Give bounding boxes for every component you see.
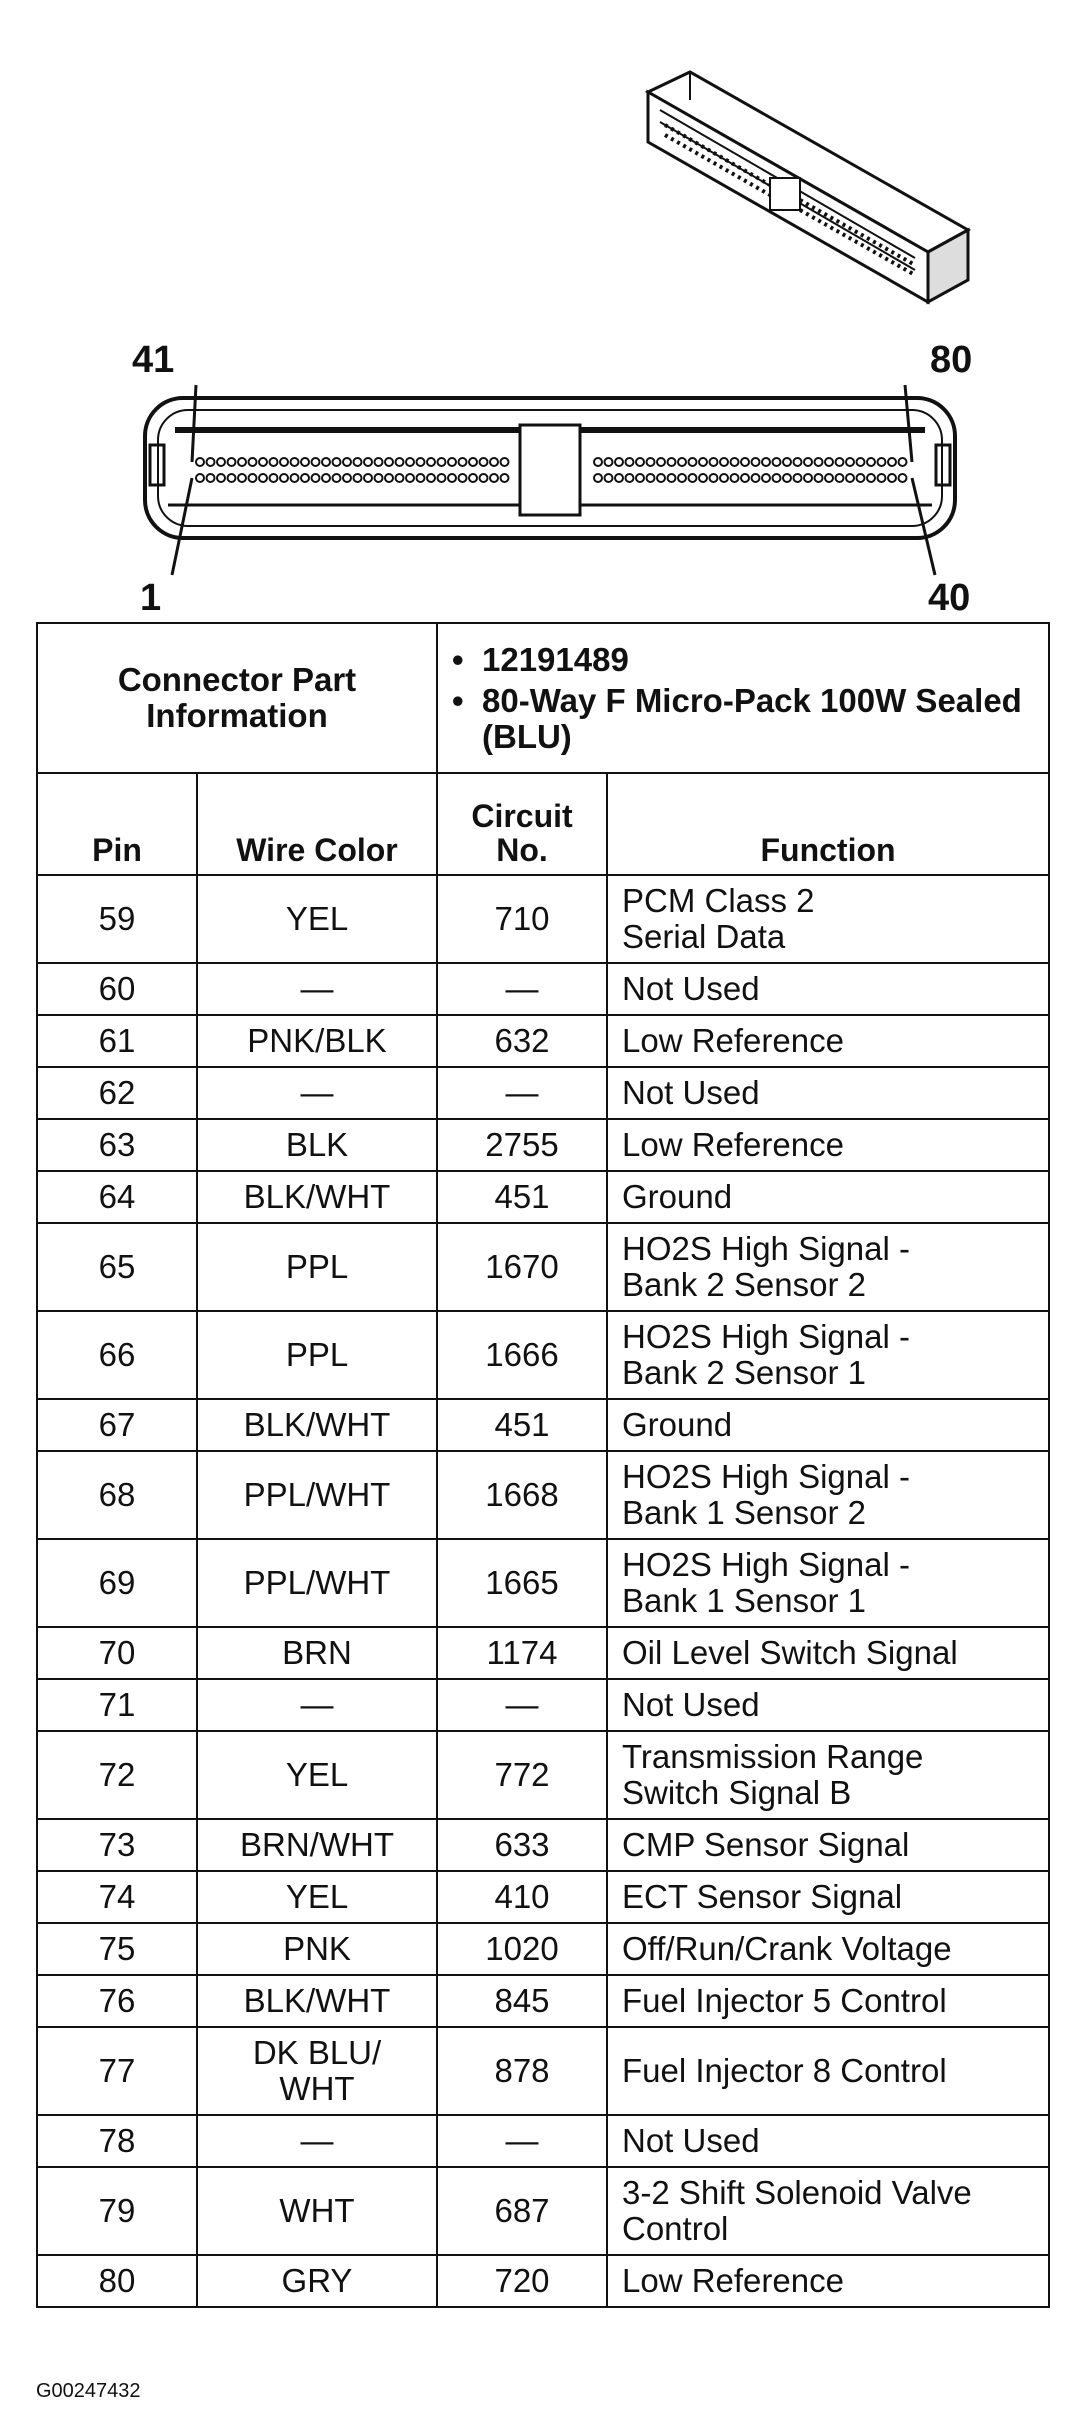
circuit-cell: — — [437, 1067, 607, 1119]
connector-pin — [354, 474, 362, 482]
connector-pin — [804, 458, 812, 466]
connector-pin — [501, 458, 509, 466]
pin-cell: 66 — [37, 1311, 197, 1399]
connector-pin — [773, 474, 781, 482]
table-row — [37, 2255, 1049, 2307]
circuit-cell: 1666 — [437, 1311, 607, 1399]
function-cell: Not Used — [607, 2115, 1049, 2167]
pin-cell: 77 — [37, 2027, 197, 2115]
connector-pin — [490, 458, 498, 466]
connector-pin — [899, 458, 907, 466]
connector-pin — [615, 458, 623, 466]
pin-cell: 59 — [37, 875, 197, 963]
connector-pin — [857, 474, 865, 482]
pin-label-1: 1 — [140, 577, 162, 619]
connector-pin — [815, 474, 823, 482]
connector-pin — [752, 474, 760, 482]
connector-pin — [846, 458, 854, 466]
connector-pin — [238, 458, 246, 466]
table-row — [37, 2115, 1049, 2167]
connector-pin — [270, 458, 278, 466]
connector-pin — [217, 458, 225, 466]
function-cell: Oil Level Switch Signal — [607, 1627, 1049, 1679]
wire-color-cell: PNK/BLK — [197, 1015, 437, 1067]
connector-pin — [888, 474, 896, 482]
header-wire-color: Wire Color — [197, 773, 437, 875]
connector-pin — [878, 474, 886, 482]
circuit-cell: 772 — [437, 1731, 607, 1819]
connector-pin — [448, 458, 456, 466]
connector-pin — [490, 474, 498, 482]
function-cell: Fuel Injector 8 Control — [607, 2027, 1049, 2115]
connector-pin — [343, 474, 351, 482]
connector-pin — [867, 474, 875, 482]
table-row — [37, 1311, 1049, 1399]
connector-pin — [605, 458, 613, 466]
pin-cell: 79 — [37, 2167, 197, 2255]
connector-pin — [741, 474, 749, 482]
wire-color-cell: BLK — [197, 1119, 437, 1171]
connector-pin — [888, 458, 896, 466]
connector-pin — [217, 474, 225, 482]
connector-pin — [469, 458, 477, 466]
table-row — [37, 1119, 1049, 1171]
connector-pin — [857, 458, 865, 466]
connector-pin — [417, 474, 425, 482]
function-cell: HO2S High Signal - Bank 1 Sensor 1 — [607, 1539, 1049, 1627]
pin-cell: 63 — [37, 1119, 197, 1171]
circuit-cell: — — [437, 963, 607, 1015]
connector-pin — [459, 458, 467, 466]
circuit-cell: — — [437, 2115, 607, 2167]
table-row — [37, 1819, 1049, 1871]
connector-pin — [678, 458, 686, 466]
connector-pin — [207, 474, 215, 482]
connector-pin — [322, 474, 330, 482]
connector-pin — [773, 458, 781, 466]
table-row — [37, 875, 1049, 963]
pin-cell: 72 — [37, 1731, 197, 1819]
connector-pin — [228, 474, 236, 482]
connector-pin — [343, 458, 351, 466]
table-row — [37, 1627, 1049, 1679]
connector-pin — [636, 474, 644, 482]
connector-pin — [878, 458, 886, 466]
connector-pin — [794, 458, 802, 466]
connector-pin — [689, 458, 697, 466]
connector-pin — [448, 474, 456, 482]
circuit-cell: 1670 — [437, 1223, 607, 1311]
function-cell: HO2S High Signal - Bank 2 Sensor 1 — [607, 1311, 1049, 1399]
connector-pin — [657, 474, 665, 482]
table-row — [37, 2167, 1049, 2255]
connector-pin — [762, 474, 770, 482]
function-cell: Fuel Injector 5 Control — [607, 1975, 1049, 2027]
header-function: Function — [607, 773, 1049, 875]
connector-pin — [385, 458, 393, 466]
function-cell: 3-2 Shift Solenoid Valve Control — [607, 2167, 1049, 2255]
connector-pin — [846, 474, 854, 482]
connector-pin — [459, 474, 467, 482]
pin-cell: 62 — [37, 1067, 197, 1119]
pin-cell: 64 — [37, 1171, 197, 1223]
connector-pin — [783, 458, 791, 466]
connector-pin — [678, 474, 686, 482]
pin-cell: 69 — [37, 1539, 197, 1627]
connector-pin — [249, 458, 257, 466]
connector-pin — [333, 474, 341, 482]
connector-pin — [720, 458, 728, 466]
connector-description: • 80-Way F Micro-Pack 100W Sealed (BLU) — [452, 682, 1022, 755]
connector-pin — [427, 458, 435, 466]
circuit-cell: 710 — [437, 875, 607, 963]
connector-pin — [710, 458, 718, 466]
connector-pin — [396, 474, 404, 482]
wire-color-cell: BLK/WHT — [197, 1171, 437, 1223]
wire-color-cell: — — [197, 2115, 437, 2167]
pin-cell: 68 — [37, 1451, 197, 1539]
function-cell: Not Used — [607, 1067, 1049, 1119]
connector-pin — [280, 474, 288, 482]
connector-pin — [385, 474, 393, 482]
connector-pin — [752, 458, 760, 466]
table-row — [37, 1171, 1049, 1223]
function-cell: HO2S High Signal - Bank 1 Sensor 2 — [607, 1451, 1049, 1539]
connector-pin — [469, 474, 477, 482]
table-row — [37, 963, 1049, 1015]
wire-color-cell: YEL — [197, 875, 437, 963]
connector-pin — [354, 458, 362, 466]
connector-pin — [710, 474, 718, 482]
table-header-row — [37, 773, 1049, 875]
connector-info-row — [37, 623, 1049, 773]
function-cell: Ground — [607, 1171, 1049, 1223]
circuit-cell: 845 — [437, 1975, 607, 2027]
pin-cell: 75 — [37, 1923, 197, 1975]
pin-cell: 61 — [37, 1015, 197, 1067]
table-row — [37, 2027, 1049, 2115]
pin-cell: 73 — [37, 1819, 197, 1871]
circuit-cell: 1668 — [437, 1451, 607, 1539]
pin-cell: 76 — [37, 1975, 197, 2027]
connector-pin — [668, 458, 676, 466]
table-row — [37, 1539, 1049, 1627]
function-cell: Low Reference — [607, 1015, 1049, 1067]
function-cell: ECT Sensor Signal — [607, 1871, 1049, 1923]
figure-code: G00247432 — [36, 2380, 141, 2402]
table-row — [37, 1975, 1049, 2027]
function-cell: HO2S High Signal - Bank 2 Sensor 2 — [607, 1223, 1049, 1311]
circuit-cell: 633 — [437, 1819, 607, 1871]
connector-pin — [741, 458, 749, 466]
pin-label-80: 80 — [930, 339, 973, 381]
connector-pin — [291, 474, 299, 482]
function-cell: Low Reference — [607, 2255, 1049, 2307]
table-row — [37, 1923, 1049, 1975]
circuit-cell: 1020 — [437, 1923, 607, 1975]
wire-color-cell: BRN/WHT — [197, 1819, 437, 1871]
connector-pin — [196, 474, 204, 482]
connector-pin — [731, 458, 739, 466]
connector-pin — [815, 458, 823, 466]
connector-part-info-list — [437, 623, 1049, 773]
pin-cell: 71 — [37, 1679, 197, 1731]
pin-cell: 67 — [37, 1399, 197, 1451]
connector-pin — [689, 474, 697, 482]
connector-pin — [196, 458, 204, 466]
circuit-cell: 2755 — [437, 1119, 607, 1171]
wire-color-cell: — — [197, 1067, 437, 1119]
header-circuit-no: Circuit No. — [437, 773, 607, 875]
wire-color-cell: WHT — [197, 2167, 437, 2255]
circuit-cell: 720 — [437, 2255, 607, 2307]
connector-pin-table — [36, 622, 1050, 2308]
connector-pin — [375, 458, 383, 466]
connector-drawing — [0, 0, 1080, 620]
connector-pin — [364, 474, 372, 482]
table-row — [37, 1015, 1049, 1067]
connector-pin — [480, 474, 488, 482]
connector-pin — [301, 474, 309, 482]
circuit-cell: 451 — [437, 1171, 607, 1223]
wire-color-cell: BLK/WHT — [197, 1975, 437, 2027]
circuit-cell: 410 — [437, 1871, 607, 1923]
connector-pin — [626, 458, 634, 466]
connector-pin — [899, 474, 907, 482]
connector-pin — [249, 474, 257, 482]
connector-pin — [699, 474, 707, 482]
connector-pin — [406, 458, 414, 466]
connector-pin — [228, 458, 236, 466]
function-cell: PCM Class 2 Serial Data — [607, 875, 1049, 963]
pin-cell: 78 — [37, 2115, 197, 2167]
pin-label-41: 41 — [132, 339, 175, 381]
connector-pin — [825, 458, 833, 466]
connector-face-view — [145, 385, 955, 575]
circuit-cell: 1665 — [437, 1539, 607, 1627]
circuit-cell: 451 — [437, 1399, 607, 1451]
connector-pin — [427, 474, 435, 482]
function-cell: Off/Run/Crank Voltage — [607, 1923, 1049, 1975]
wire-color-cell: PPL/WHT — [197, 1539, 437, 1627]
connector-pin — [594, 458, 602, 466]
wire-color-cell: BLK/WHT — [197, 1399, 437, 1451]
circuit-cell: 632 — [437, 1015, 607, 1067]
wire-color-cell: BRN — [197, 1627, 437, 1679]
wire-color-cell: PNK — [197, 1923, 437, 1975]
connector-pin — [270, 474, 278, 482]
connector-pin — [396, 458, 404, 466]
connector-pin — [867, 458, 875, 466]
connector-pin — [238, 474, 246, 482]
connector-pin — [259, 458, 267, 466]
wire-color-cell: PPL — [197, 1311, 437, 1399]
pin-label-40: 40 — [928, 577, 971, 619]
connector-pin — [312, 474, 320, 482]
table-row — [37, 1399, 1049, 1451]
wire-color-cell: — — [197, 1679, 437, 1731]
connector-pin — [375, 474, 383, 482]
function-cell: Not Used — [607, 1679, 1049, 1731]
connector-pin — [259, 474, 267, 482]
connector-pin — [783, 474, 791, 482]
function-cell: Transmission Range Switch Signal B — [607, 1731, 1049, 1819]
wire-color-cell: DK BLU/ WHT — [197, 2027, 437, 2115]
connector-pin — [417, 458, 425, 466]
connector-pin — [636, 458, 644, 466]
connector-pin — [668, 474, 676, 482]
connector-pin — [291, 458, 299, 466]
connector-pin — [406, 474, 414, 482]
table-row — [37, 1451, 1049, 1539]
connector-pin — [280, 458, 288, 466]
connector-pin — [731, 474, 739, 482]
connector-pin — [804, 474, 812, 482]
connector-pin — [836, 474, 844, 482]
table-row — [37, 1679, 1049, 1731]
circuit-cell: 687 — [437, 2167, 607, 2255]
pin-cell: 74 — [37, 1871, 197, 1923]
part-number: • 12191489 — [452, 640, 629, 678]
circuit-cell: 1174 — [437, 1627, 607, 1679]
connector-pin — [438, 474, 446, 482]
header-pin: Pin — [37, 773, 197, 875]
pin-cell: 70 — [37, 1627, 197, 1679]
table-row — [37, 1223, 1049, 1311]
connector-pin — [647, 474, 655, 482]
pin-cell: 60 — [37, 963, 197, 1015]
connector-pin — [594, 474, 602, 482]
wire-color-cell: YEL — [197, 1871, 437, 1923]
connector-pin — [626, 474, 634, 482]
wire-color-cell: PPL — [197, 1223, 437, 1311]
connector-pin — [657, 458, 665, 466]
circuit-cell: 878 — [437, 2027, 607, 2115]
connector-pin — [333, 458, 341, 466]
connector-pin — [605, 474, 613, 482]
function-cell: Ground — [607, 1399, 1049, 1451]
connector-pin — [647, 458, 655, 466]
function-cell: Low Reference — [607, 1119, 1049, 1171]
connector-pin — [720, 474, 728, 482]
connector-part-info-label: Connector Part Information — [37, 623, 437, 773]
wire-color-cell: — — [197, 963, 437, 1015]
connector-pin — [794, 474, 802, 482]
connector-pin — [480, 458, 488, 466]
connector-pin — [322, 458, 330, 466]
connector-pin — [836, 458, 844, 466]
connector-pin — [615, 474, 623, 482]
connector-pin — [312, 458, 320, 466]
pin-cell: 80 — [37, 2255, 197, 2307]
wire-color-cell: PPL/WHT — [197, 1451, 437, 1539]
connector-pin — [301, 458, 309, 466]
wire-color-cell: GRY — [197, 2255, 437, 2307]
table-row — [37, 1871, 1049, 1923]
function-cell: CMP Sensor Signal — [607, 1819, 1049, 1871]
connector-pin — [825, 474, 833, 482]
connector-pin — [438, 458, 446, 466]
table-row — [37, 1731, 1049, 1819]
connector-pin — [699, 458, 707, 466]
circuit-cell: — — [437, 1679, 607, 1731]
connector-pin — [207, 458, 215, 466]
connector-pin — [501, 474, 509, 482]
connector-pin — [762, 458, 770, 466]
table-row — [37, 1067, 1049, 1119]
pin-cell: 65 — [37, 1223, 197, 1311]
wire-color-cell: YEL — [197, 1731, 437, 1819]
connector-3d-view — [648, 72, 968, 302]
function-cell: Not Used — [607, 963, 1049, 1015]
connector-pin — [364, 458, 372, 466]
